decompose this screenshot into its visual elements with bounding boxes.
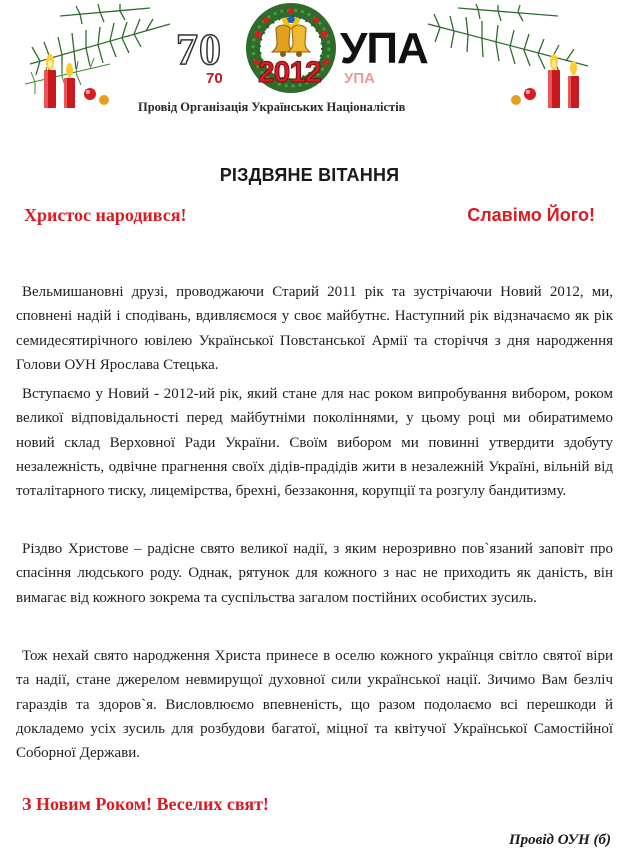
- upa-title-small: УПА: [344, 70, 375, 87]
- anniversary-number-large: 70: [176, 25, 222, 74]
- greeting-right: Славімо Його!: [467, 205, 595, 225]
- closing-greeting: З Новим Роком! Веселих свят!: [22, 794, 269, 814]
- paragraph-2: Вступаємо у Новий - 2012-ий рік, який стане для нас роком випробування вибором, роком великої відповідальності перед майбутніми поколіннями, у цьому році ми обиратимемо новий склад Верховної Ради України. Своїм вибором ми повинні утвердити здобуту незалежність, одвічне прагнення своїх дідів-прадідів жити в незалежній Україні, вільній від тоталітарного тиску, лицемірства, брехні, беззаконня, корупції та розгулу бандитизму.: [16, 386, 613, 500]
- greeting-left: Христос народився!: [24, 205, 187, 225]
- letterhead: [0, 0, 619, 125]
- page-title: РІЗДВЯНЕ ВІТАННЯ: [219, 165, 400, 185]
- paragraph-4: Тож нехай свято народження Христа принесе в оселю кожного українця світло святої віри та надії, стане джерелом невмирущої духовної сили української нації. Зичимо Вам безліч гараздів та здоров`я. Висловлюємо впевненість, що разом подолаємо всі перешкоди й докладемо усіх зусиль для розбудови багатої, міцної та квітучої Української Самостійної Соборної Держави.: [16, 648, 613, 762]
- paragraph-3: Різдво Христове – радісне свято великої надії, з яким нерозривно пов`язаний заповіт про спасіння людського роду. Однак, рятунок для кожного з нас не приходить як даність, він вимагає від кожного зокрема та суспільства загалом постійних особистих зусиль.: [16, 541, 613, 606]
- signature: Провід ОУН (б): [508, 832, 611, 848]
- organization-name: Провід Організація Українських Націоналістів: [138, 100, 406, 114]
- upa-title-large: УПА: [340, 24, 428, 73]
- paragraph-1: Вельмишановні друзі, проводжаючи Старий 2011 рік та зустрічаючи Новий 2012, ми, сповнені надій і сподівань, вдивляємося у своє майбутнє. Наступний рік відзначаємо як рік семидесятирічного ювілею Української Повстанської Армії та сторіччя з дня народження Голови ОУН Ярослава Стецька.: [16, 284, 613, 373]
- pine-branch-candles-right-icon: [418, 4, 598, 116]
- anniversary-number-small: 70: [206, 70, 223, 87]
- year-label: 2012: [258, 56, 321, 89]
